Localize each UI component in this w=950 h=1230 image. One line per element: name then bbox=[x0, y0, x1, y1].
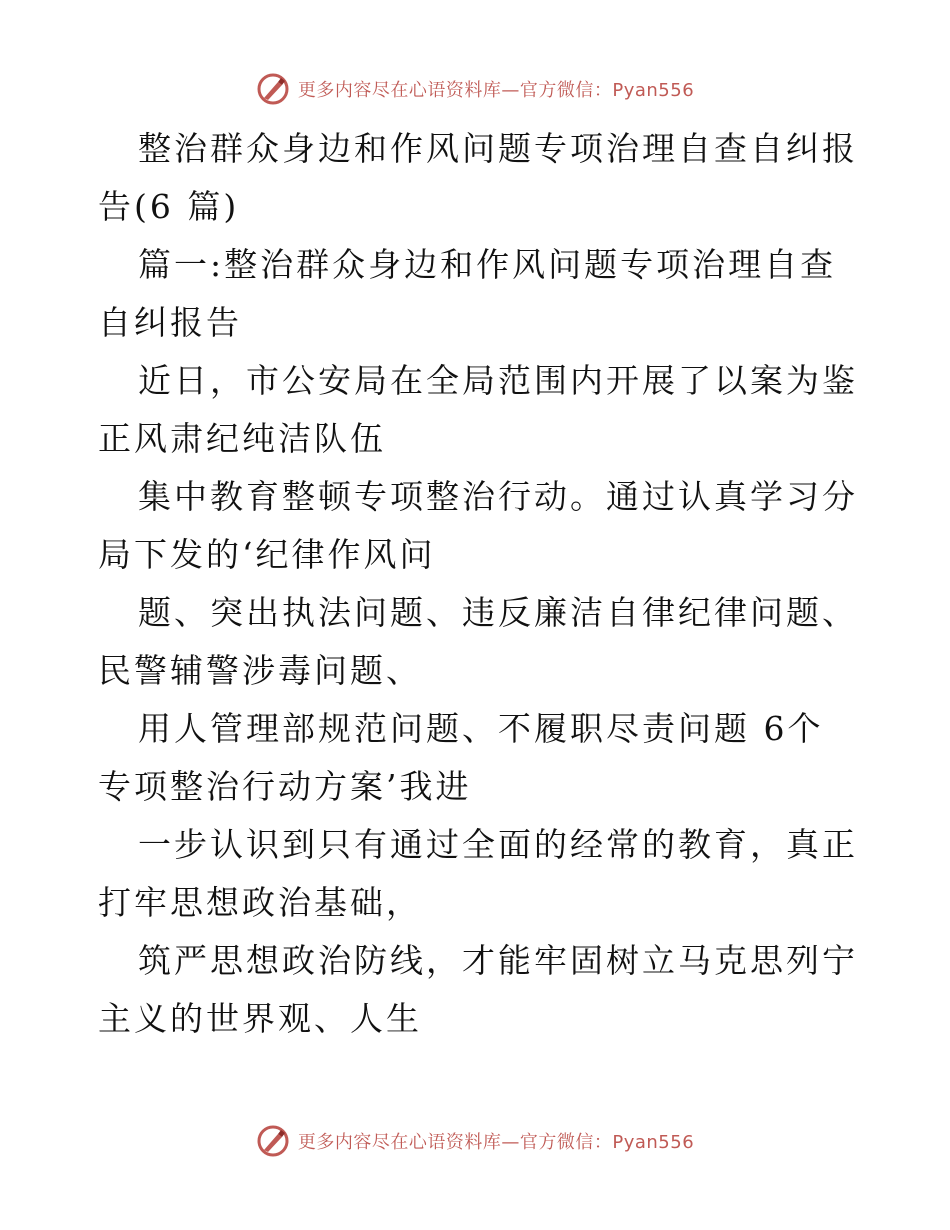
watermark-header bbox=[0, 72, 950, 106]
document-title: 整治群众身边和作风问题专项治理自查自纠报告(6 篇) bbox=[98, 129, 858, 226]
watermark-text: 更多内容尽在心语资料库—官方微信：Pyan556 bbox=[297, 80, 695, 101]
document-body bbox=[98, 120, 858, 1048]
section-heading: 篇一:整治群众身边和作风问题专项治理自查自纠报告 bbox=[98, 245, 837, 342]
watermark-text: 更多内容尽在心语资料库—官方微信：Pyan556 bbox=[297, 1132, 695, 1153]
pen-logo-icon bbox=[256, 72, 290, 106]
paragraph: 用人管理部规范问题、不履职尽责问题 6个专项整治行动方案’我进 bbox=[98, 709, 824, 806]
pen-logo-icon bbox=[256, 1124, 290, 1158]
paragraph: 题、突出执法问题、违反廉洁自律纪律问题、民警辅警涉毒问题、 bbox=[98, 593, 858, 690]
paragraph: 近日，市公安局在全局范围内开展了以案为鉴正风肃纪纯洁队伍 bbox=[98, 361, 858, 458]
paragraph: 集中教育整顿专项整治行动。通过认真学习分局下发的‘纪律作风问 bbox=[98, 477, 858, 574]
paragraph: 一步认识到只有通过全面的经常的教育，真正打牢思想政治基础， bbox=[98, 825, 858, 922]
watermark-footer bbox=[0, 1124, 950, 1158]
paragraph: 筑严思想政治防线，才能牢固树立马克思列宁主义的世界观、人生 bbox=[98, 941, 858, 1038]
